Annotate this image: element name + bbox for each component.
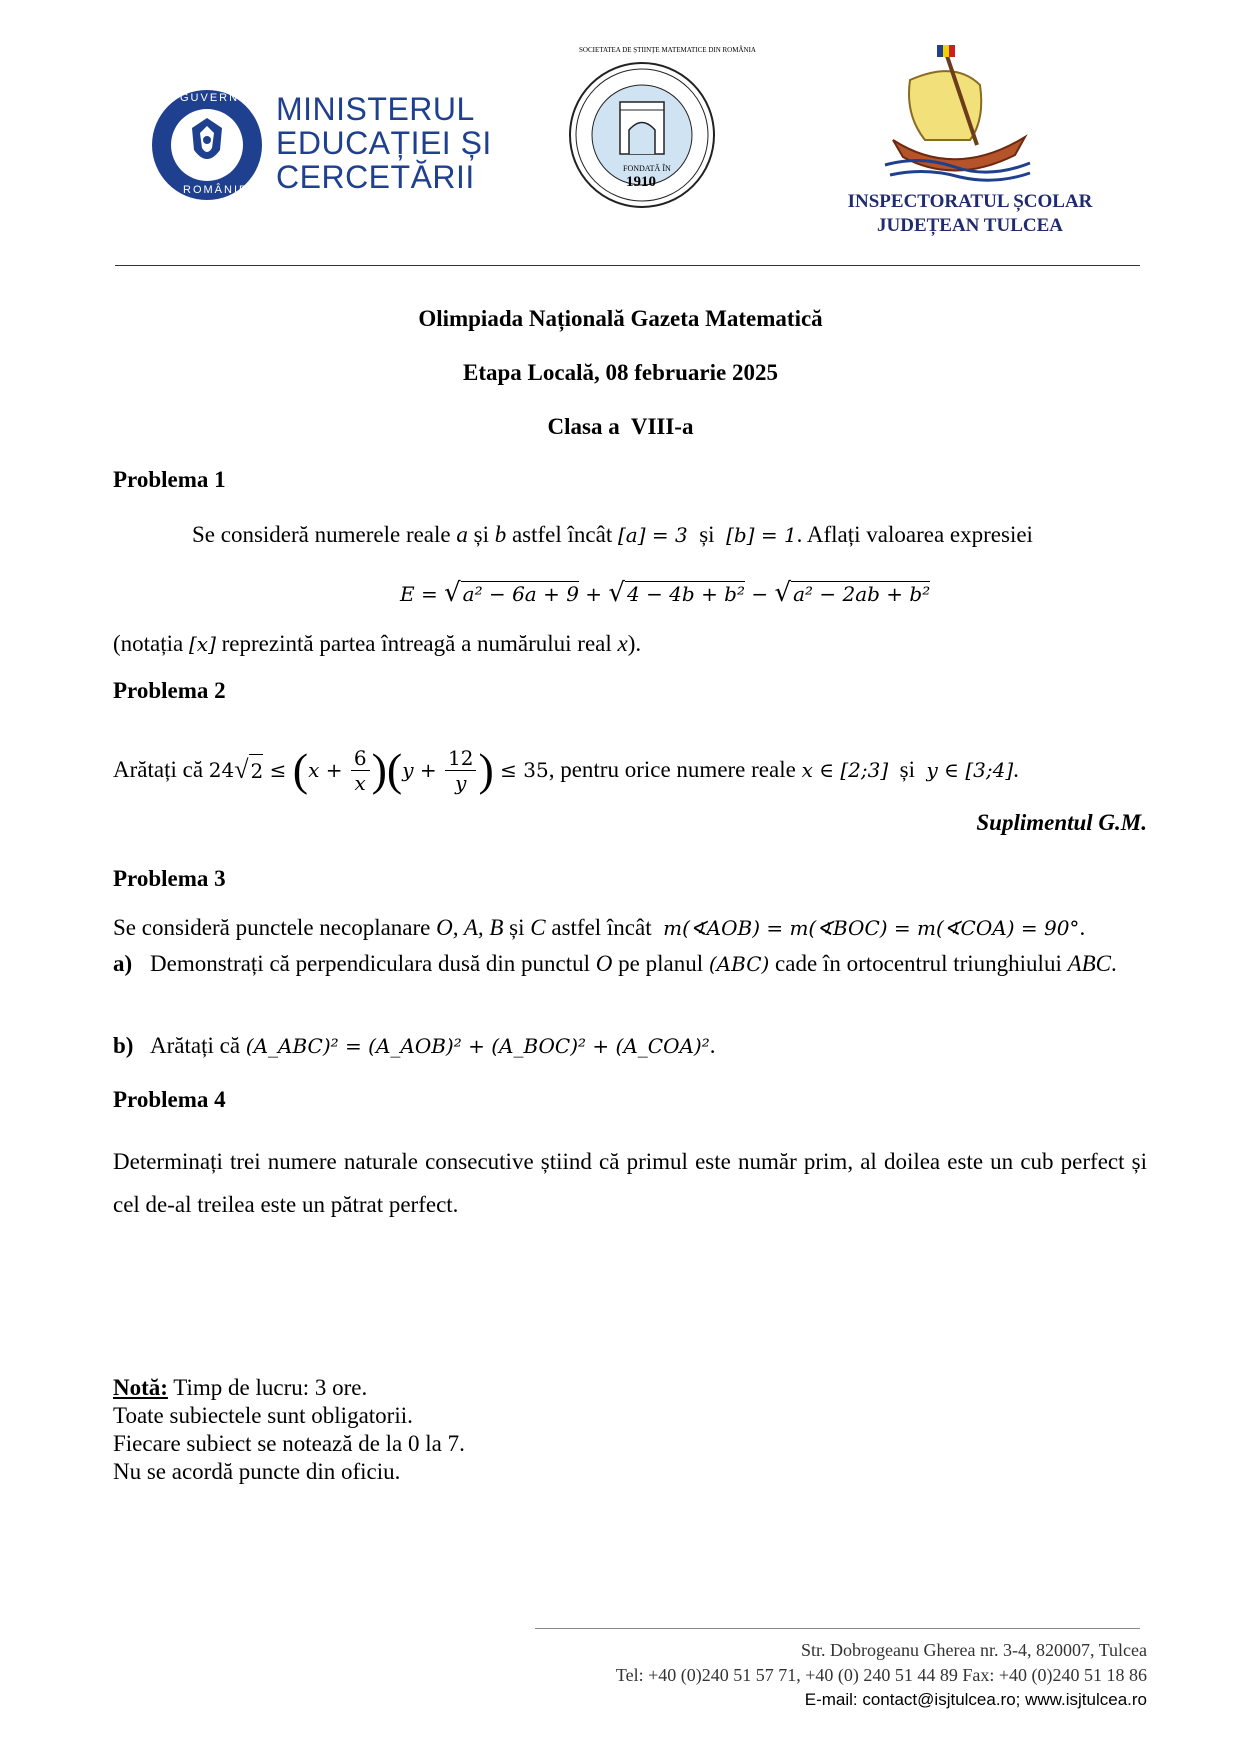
p1-intro-b: astfel încât [506,522,618,547]
p2-le1: ≤ [263,758,293,782]
p2-and: și [888,757,927,782]
ministry-line-1: MINISTERUL [276,91,475,127]
p3-and: și [503,915,531,940]
p1-and: și [467,522,495,547]
isj-line-1: INSPECTORATUL ȘCOLAR [847,191,1093,212]
p2-x-domain: x ∈ [2;3] [801,758,889,782]
problem-1-statement [192,519,1033,551]
note-line-2: Toate subiectele sunt obligatorii. [113,1403,413,1428]
ssm-founded: FONDATĂ ÎN [623,164,671,173]
p1-plus: + [578,582,609,606]
isj-logo [885,45,1030,185]
stage-title: Etapa Locală, 08 februarie 2025 [463,360,778,385]
p2-le2: ≤ 35 [493,758,549,782]
p3-b-end: . [709,1033,716,1058]
paren-close-icon: ) [371,744,387,795]
note-line-3: Fiecare subiect se notează de la 0 la 7. [113,1431,465,1456]
paren-open-icon: ( [386,744,403,795]
p1-footnote-b: reprezintă partea întreagă a numărului real [215,631,618,656]
p3-b-label: b) [113,1033,134,1058]
p1-footnote-end: ). [627,631,642,656]
p1-minus: − [745,582,775,606]
p1-rad-1: a² − 6a + 9 [462,582,579,606]
problem-2-heading: Problema 2 [113,678,226,703]
footer-phones: Tel: +40 (0)240 51 57 71, +40 (0) 240 51 44 89 Fax: +40 (0)240 51 18 86 [615,1665,1147,1685]
p3-a-text [150,948,1147,980]
p3-a-plane: (ABC) [708,952,770,976]
p1-footnote-x: [x] [189,632,216,656]
p3-point-c: C [530,915,546,940]
p3-a-tri: ABC [1067,951,1112,976]
p2-f1-den: x [354,770,366,795]
p1-cond-and: și [687,522,727,547]
p2-fraction-2 [445,746,476,795]
footer-divider [535,1628,1140,1629]
p2-source: Suplimentul G.M. [976,810,1147,835]
p1-rad-2: 4 − 4b + b² [626,582,746,606]
p1-footnote [113,628,641,660]
p2-y: y + [402,758,443,782]
problem-3-heading: Problema 3 [113,866,226,891]
paren-open-icon: ( [292,744,309,795]
footer-email: E-mail: contact@isjtulcea.ro; www.isjtulcea.ro [804,1690,1147,1709]
note-line-4: Nu se acordă puncte din oficiu. [113,1459,401,1484]
p2-end: . [1013,757,1019,782]
p3-a-text-3: cade în ortocentrul triunghiului [769,951,1068,976]
problem-4-heading: Problema 4 [113,1087,226,1112]
p1-cond-b: [b] = 1 [726,523,797,547]
p3-a-end: . [1111,951,1117,976]
ministry-line-2: EDUCAȚIEI ȘI [276,125,492,161]
p2-f2-num: 12 [445,746,476,771]
p1-footnote-a: (notația [113,631,189,656]
olympiad-title: Olimpiada Națională Gazeta Matematică [418,306,823,331]
problem-3-statement [113,912,1085,944]
seal-guvern-bottom: ROMÂNIEI [183,184,254,196]
p2-tail: , pentru orice numere reale [548,757,802,782]
grade-title: Clasa a VIII-a [547,414,694,439]
isj-line-2: JUDEȚEAN TULCEA [877,215,1063,236]
p2-y-domain: y ∈ [3;4] [926,758,1014,782]
problem-2-statement [113,735,1019,805]
p2-x: x + [308,758,349,782]
p3-a-o: O [595,951,613,976]
p1-var-b: b [494,522,507,547]
header-divider [115,265,1140,266]
p3-b-text [150,1030,715,1062]
p1-cond-a: [a] = 3 [617,523,688,547]
p1-var-a: a [456,522,468,547]
ssm-seal-logo [565,46,756,210]
isj-name [840,190,1100,238]
p1-ask: . Aflați valoarea expresiei [796,522,1033,547]
ministry-name [276,92,492,194]
p3-a-text-1: Demonstrați că perpendiculara dusă din punctul [150,951,596,976]
p3-angles: m(∢AOB) = m(∢BOC) = m(∢COA) = 90° [663,916,1080,940]
p3-end: . [1079,915,1086,940]
paren-close-icon: ) [478,744,494,795]
p3-b-lead: Arătați că [150,1033,246,1058]
sqrt-icon: √ [444,578,461,608]
p1-rad-3: a² − 2ab + b² [793,582,931,606]
p3-intro-b: astfel încât [545,915,664,940]
problem-1-heading: Problema 1 [113,467,226,492]
p2-rad: 2 [249,754,264,787]
ssm-year: 1910 [626,174,656,190]
sqrt-icon: √ [234,755,249,784]
p1-expression [400,578,930,608]
sqrt-icon: √ [608,578,625,608]
p3-a-label: a) [113,951,133,976]
problem-4-statement: Determinați trei numere naturale consecutive știind că primul este număr prim, al doilea este un cub perfect și cel de-al treilea este un pătrat perfect. [113,1149,1147,1217]
p1-intro-a: Se consideră numerele reale [192,522,457,547]
ministry-line-3: CERCETĂRII [276,159,475,195]
p2-coef: 24 [208,758,235,782]
p2-fraction-1 [351,746,370,795]
note-block [113,1374,465,1486]
footer-address: Str. Dobrogeanu Gherea nr. 3-4, 820007, Tulcea [801,1640,1147,1660]
p3-intro-a: Se consideră punctele necoplanare [113,915,437,940]
seal-guvern-top: GUVERNUL [180,92,258,104]
note-label: Notă: [113,1375,168,1400]
note-line-1: Timp de lucru: 3 ore. [167,1375,368,1400]
ministry-logo [150,88,265,203]
p1-footnote-var: x [617,631,628,656]
p2-f1-num: 6 [351,746,370,771]
p1-expr-lhs: E = [400,582,445,606]
p2-lead: Arătați că [113,757,209,782]
p3-points: O, A, B [436,915,504,940]
boat-icon [885,45,1030,185]
p3-a-text-2: pe planul [612,951,709,976]
p3-b-formula: (A_ABC)² = (A_AOB)² + (A_BOC)² + (A_COA)² [245,1034,710,1058]
sqrt-icon: √ [774,578,792,608]
ssm-seal-text: SOCIETATEA DE ȘTIINȚE MATEMATICE DIN ROMÂNIA [579,46,756,54]
p2-f2-den: y [455,770,467,795]
